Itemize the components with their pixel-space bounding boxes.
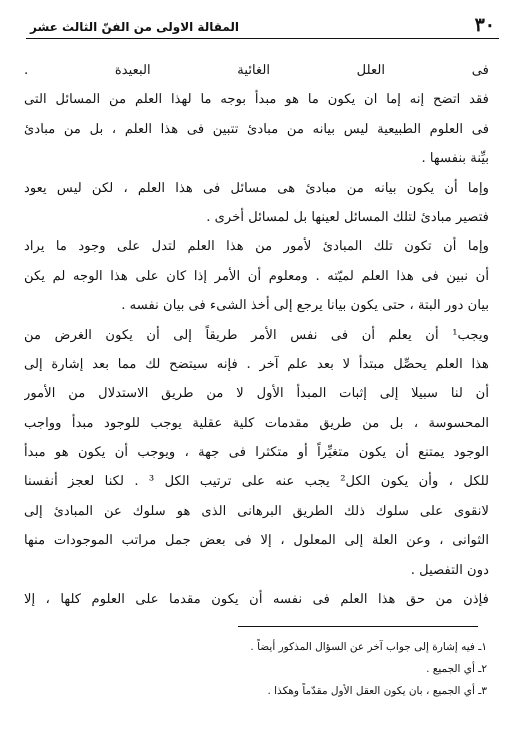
text-line: بيِّنة بنفسها .	[421, 151, 489, 167]
footnotes	[24, 636, 487, 702]
footnote: ١ـ فيه إشارة إلى جواب آخر عن السؤال المذكور أيضاً .	[250, 641, 487, 653]
main-text	[24, 56, 489, 614]
running-title: المقالة الاولى من الفنّ الثالث عشر	[30, 20, 240, 34]
text-line: لانقوى على سلوك ذلك الطريق البرهانى الذى هو سلوك عن المبادئ إلى	[24, 503, 489, 519]
text-line: ويجب¹ أن يعلم أن فى نفس الأمر طريقاً إلى أن يكون الغرض من	[24, 327, 489, 343]
footnote: ٣ـ أي الجميع ، بان يكون العقل الأول مقدّماً وهكذا .	[267, 685, 487, 697]
page-number: ٣٠	[474, 14, 495, 36]
page-header	[30, 12, 495, 36]
text-line: أن نبين فى هذا العلم لميّته . ومعلوم أن الأمر إذا كان على هذا الوجه لم يكن	[24, 268, 489, 284]
text-line: دون التفصيل .	[410, 562, 489, 578]
text-line: فإذن من حق هذا العلم فى نفسه أن يكون مقدما على العلوم كلها ، إلا	[24, 592, 489, 608]
text-line: أن لنا سبيلا إلى إثبات المبدأ الأول لا من طريق الاستدلال من الأمور	[24, 386, 489, 402]
text-line: للكل ، وأن يكون الكل² يجب عنه على ترتيب الكل ³ . لكنا لعجز أنفسنا	[24, 474, 489, 490]
text-line: فى العلوم الطبيعية ليس بيانه من مبادئ تتبين فى هذا العلم ، بل من مبادئ	[24, 121, 489, 137]
text-line: هذا العلم يحصِّل مبتدأ لا بعد علم آخر . فإنه سيتضح لك مما بعد إشارة إلى	[24, 356, 489, 372]
text-line: وإما أن يكون بيانه من مبادئ هى مسائل فى هذا العلم ، لكن ليس يعود	[24, 180, 489, 196]
text-line: بيان دور البتة ، حتى يكون بيانا يرجع إلى أخذ الشىء فى بيان نفسه .	[121, 298, 489, 314]
footnote-rule	[238, 626, 478, 627]
text-line: المحسوسة ، بل من طريق مقدمات كلية عقلية يوجب للوجود مبدأ وواجب	[24, 415, 489, 431]
text-line: وإما أن تكون تلك المبادئ لأمور من هذا العلم لتدل على وجود ما يراد	[24, 239, 489, 255]
text-line: الوجود يمتنع أن يكون متغيِّراً أو متكثرا فى جهة ، ويوجب أن يكون هو مبدأ	[24, 445, 489, 461]
text-line: فتصير مبادئ لتلك المسائل لعينها بل لمسائل أخرى .	[206, 209, 489, 225]
footnote: ٢ـ أي الجميع .	[426, 663, 487, 675]
text-line: فى العلل الغائية البعيدة .	[24, 63, 489, 78]
text-line: الثوانى ، وعن العلة إلى المعلول ، إلا فى بعض جمل مراتب الموجودات منها	[24, 533, 489, 549]
header-rule	[26, 38, 499, 39]
text-line: فقد اتضح إنه إما ان يكون ما هو مبدأ بوجه ما لهذا العلم من المسائل التى	[24, 92, 489, 108]
